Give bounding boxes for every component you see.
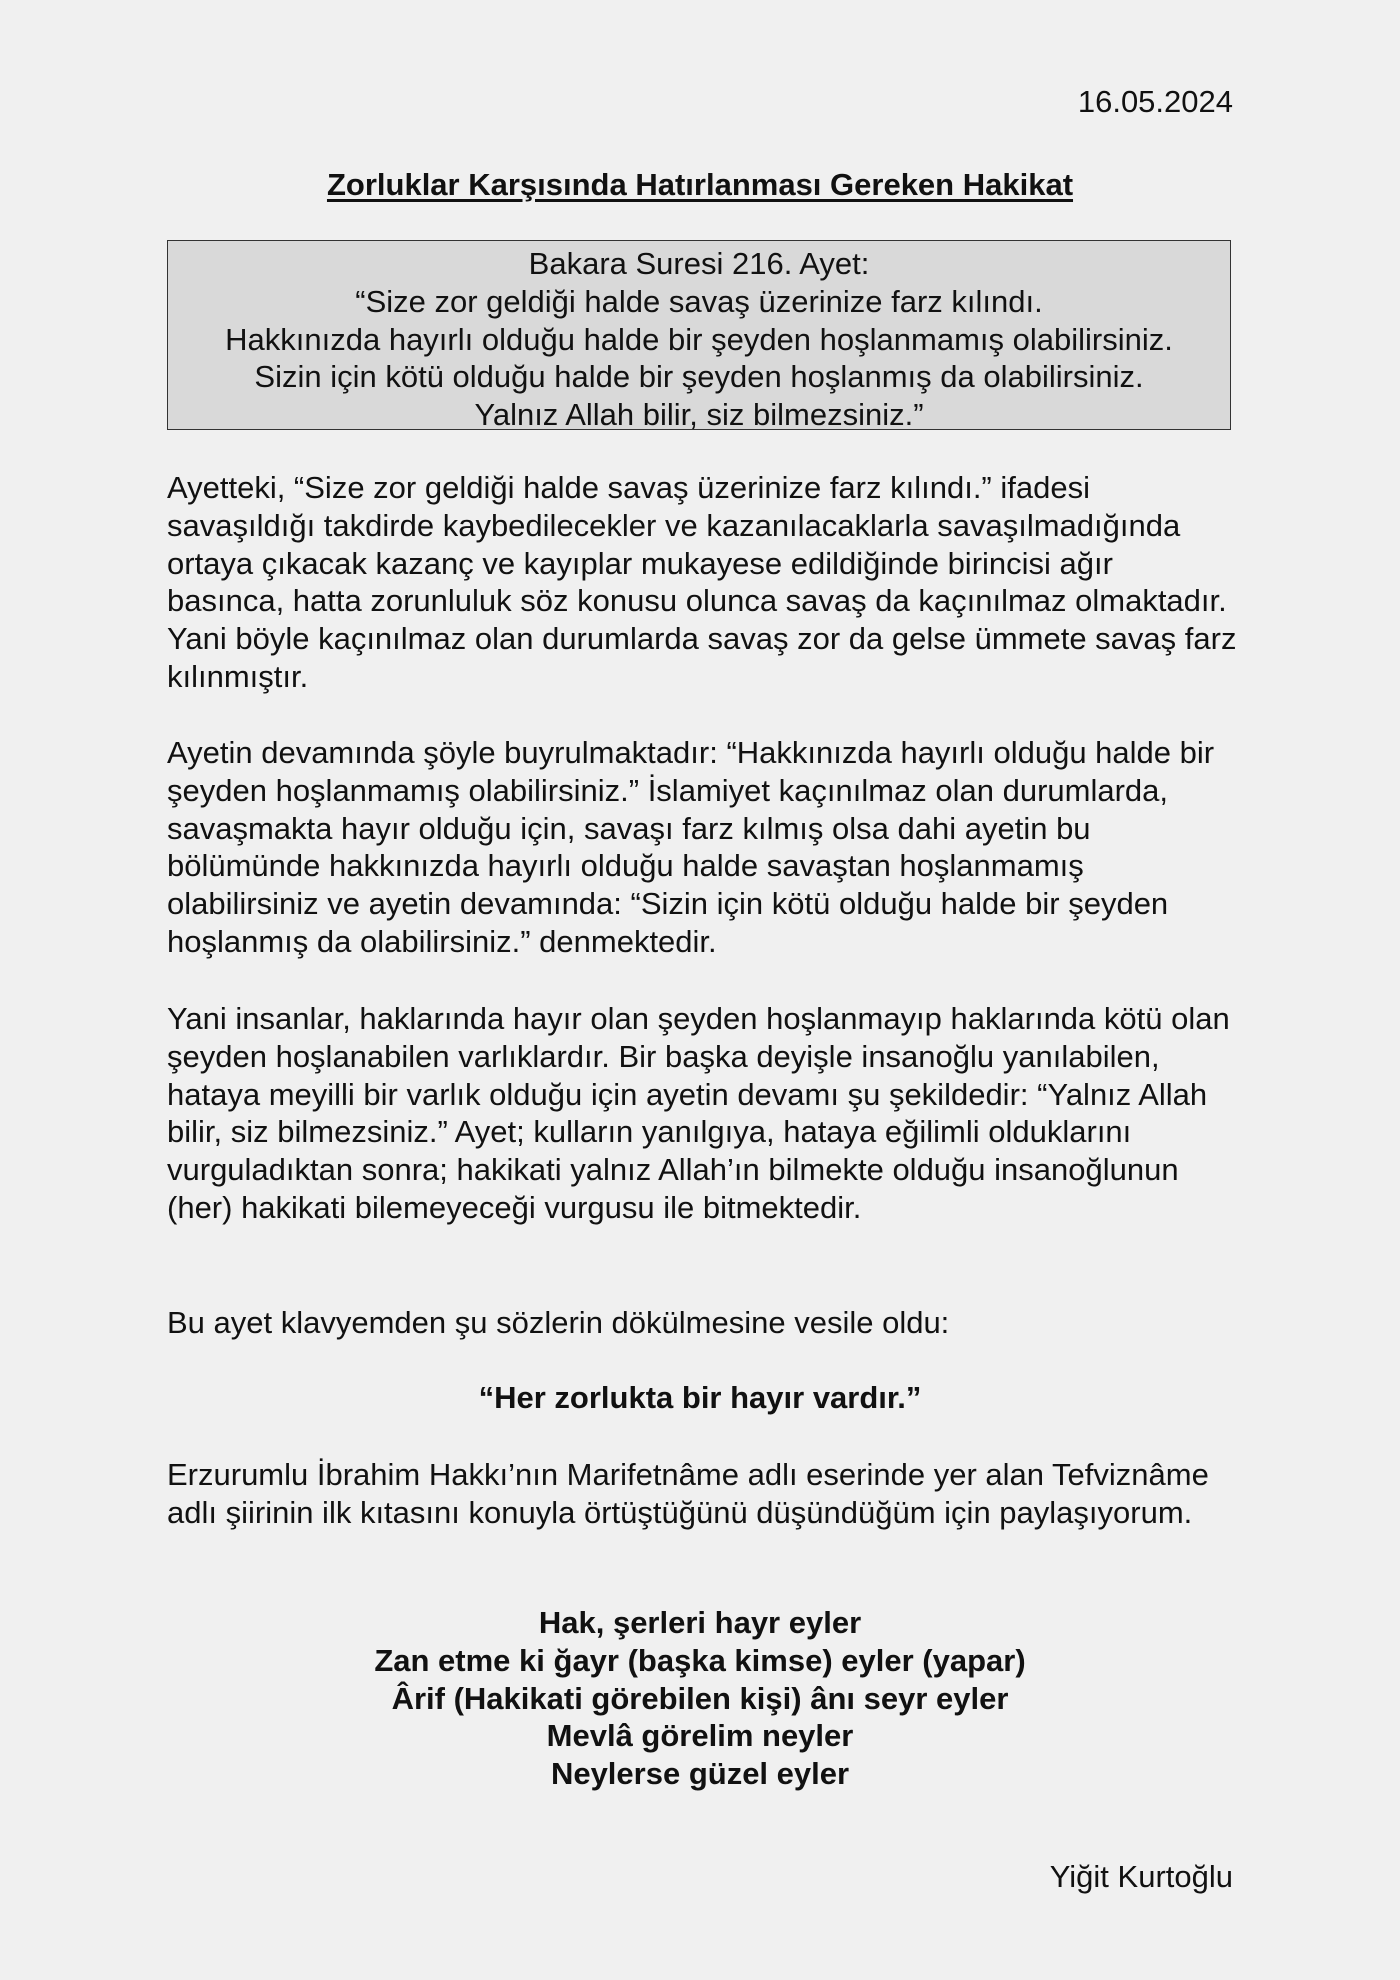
document-date: 16.05.2024 <box>1077 84 1233 119</box>
verse-line: Bakara Suresi 216. Ayet: <box>528 246 870 281</box>
body-paragraph: Erzurumlu İbrahim Hakkı’nın Marifetnâme adlı eserinde yer alan Tefviznâme adlı şiirinin ilk kıtasını konuyla örtüştüğünü düşündüğüm için paylaşıyorum. <box>167 1457 1209 1530</box>
body-paragraph: Ayetin devamında şöyle buyrulmaktadır: “Hakkınızda hayırlı olduğu halde bir şeyden hoşlanmamış olabilirsiniz.” İslamiyet kaçınılmaz olan durumlarda, savaşmakta hayır olduğu için, savaşı farz kılmış olsa dahi ayetin bu bölümünde hakkınızda hayırlı olduğu halde savaştan hoşlanmamış olabilirsiniz ve ayetin devamında: “Sizin için kötü olduğu halde bir şeyden hoşlanmış da olabilirsiniz.” denmektedir. <box>167 735 1215 959</box>
verse-line: “Size zor geldiği halde savaş üzerinize farz kılındı. <box>355 283 1043 319</box>
poem-line: Mevlâ görelim neyler <box>546 1718 854 1754</box>
highlight-quote: “Her zorlukta bir hayır vardır.” <box>478 1380 922 1415</box>
verse-line: Sizin için kötü olduğu halde bir şeyden hoşlanmış da olabilirsiniz. <box>254 359 1144 395</box>
poem-line: Zan etme ki ğayr (başka kimse) eyler (yapar) <box>374 1642 1026 1678</box>
verse-box <box>167 240 1231 433</box>
document-title: Zorluklar Karşısında Hatırlanması Gereken Hakikat <box>326 167 1074 202</box>
verse-line: Hakkınızda hayırlı olduğu halde bir şeyden hoşlanmamış olabilirsiniz. <box>225 321 1173 357</box>
author-signature: Yiğit Kurtoğlu <box>1049 1859 1233 1894</box>
body-paragraph: Yani insanlar, haklarında hayır olan şeyden hoşlanmayıp haklarında kötü olan şeyden hoşlanabilen varlıklardır. Bir başka deyişle insanoğlu yanılabilen, hataya meyilli bir varlık olduğu için ayetin devamı şu şekildedir: “Yalnız Allah bilir, siz bilmezsiniz.” Ayet; kulların yanılgıya, hataya eğilimli olduklarını vurguladıktan sonra; hakikati yalnız Allah’ın bilmekte olduğu insanoğlunun (her) hakikati bilemeyeceği vurgusu ile bitmektedir. <box>167 1001 1230 1225</box>
poem-line: Ârif (Hakikati görebilen kişi) ânı seyr eyler <box>391 1680 1009 1716</box>
verse-line: Yalnız Allah bilir, siz bilmezsiniz.” <box>474 397 924 433</box>
poem-line: Hak, şerleri hayr eyler <box>538 1605 862 1640</box>
poem-line: Neylerse güzel eyler <box>550 1756 850 1792</box>
body-paragraph: Bu ayet klavyemden şu sözlerin dökülmesine vesile oldu: <box>167 1305 950 1340</box>
body-paragraph: Ayetteki, “Size zor geldiği halde savaş üzerinize farz kılındı.” ifadesi savaşıldığı takdirde kaybedilecekler ve kazanılacaklarla savaşılmadığında ortaya çıkacak kazanç ve kayıplar mukayese edildiğinde birincisi ağır basınca, hatta zorunluluk söz konusu olunca savaş da kaçınılmaz olmaktadır. Yani böyle kaçınılmaz olan durumlarda savaş zor da gelse ümmete savaş farz kılınmıştır. <box>167 470 1237 694</box>
poem-stanza <box>167 1604 1233 1793</box>
